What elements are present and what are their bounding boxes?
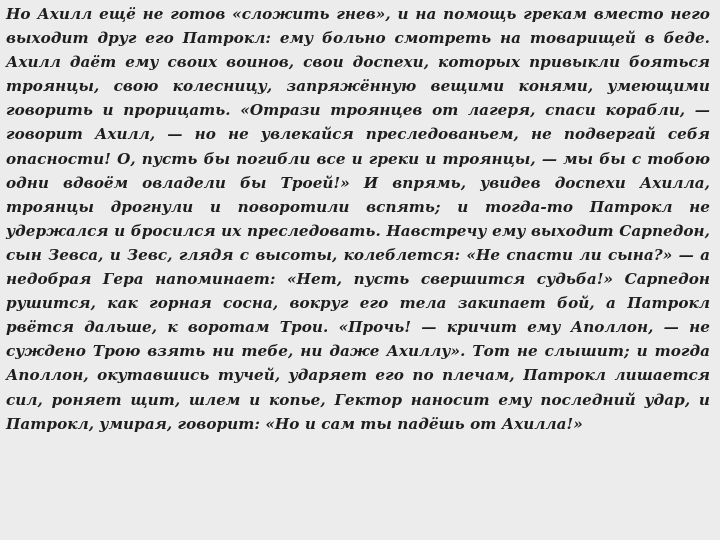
body-text: Но Ахилл ещё не готов «сложить гнев», и на помощь грекам вместо него выходит друг его Патрокл: ему больно смотреть на товарищей в беде. Ахилл даёт ему своих воинов, свои доспехи, которых привыкли бояться троянцы, свою колесницу, запряжённую вещими конями, умеющими говорить и прорицать. «Отрази троянцев от лагеря, спаси корабли, — говорит Ахилл, — но не увлекайся преследованьем, не подвергай себя опасности! О, пусть бы погибли все и греки и троянцы, — мы бы с тобою одни вдвоём овладели бы Троей!» И впрямь, увидев доспехи Ахилла, троянцы дрогнули и поворотили вспять; и тогда-то Патрокл не удержался и бросился их преследовать. Навстречу ему выходит Сарпедон, сын Зевса, и Зевс, глядя с высоты, колеблется: «Не спасти ли сына?» — а недобрая Гера напоминает: «Нет, пусть свершится судьба!» Сарпедон рушится, как горная сосна, вокруг его тела закипает бой, а Патрокл рвётся дальше, к воротам Трои. «Прочь! — кричит ему Аполлон, — не суждено Трою взять ни тебе, ни даже Ахиллу». Тот не слышит; и тогда Аполлон, окутавшись тучей, ударяет его по плечам, Патрокл лишается сил, роняет щит, шлем и копье, Гектор наносит ему последний удар, и Патрокл, умирая, говорит: «Но и сам ты падёшь от Ахилла!» — [6, 5, 710, 433]
